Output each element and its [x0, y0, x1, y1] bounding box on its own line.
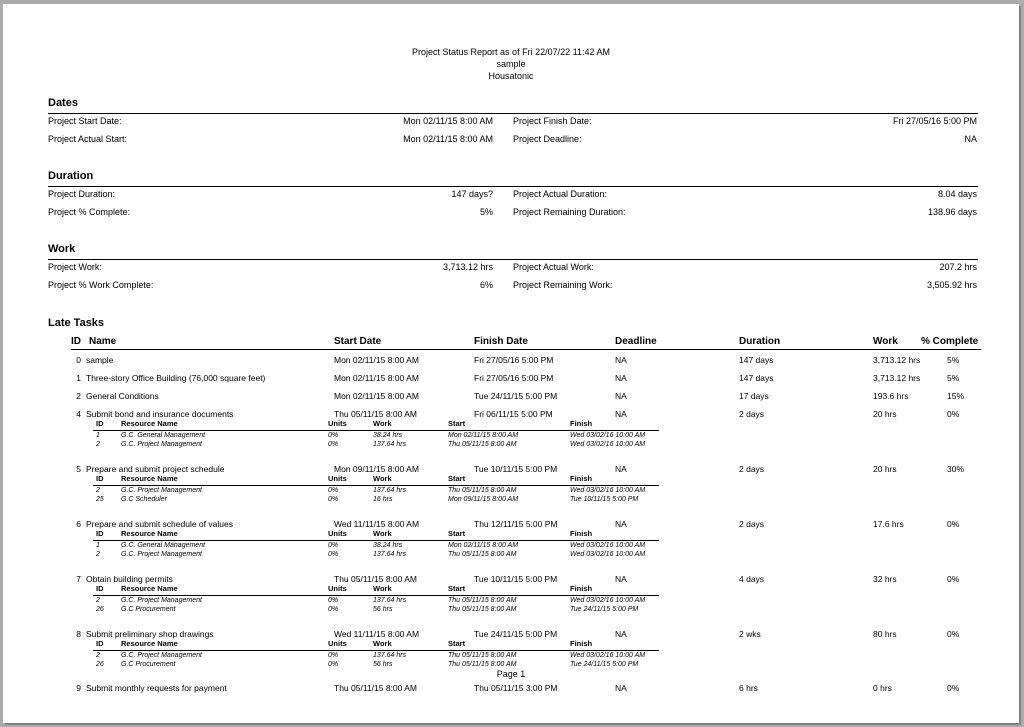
- assignment-col-units: Units: [328, 639, 347, 648]
- task-name: Submit preliminary shop drawings: [86, 629, 214, 639]
- assignment-units: 0%: [328, 441, 339, 448]
- task-name: Prepare and submit project schedule: [86, 464, 225, 474]
- project-work-label: Project Work:: [48, 262, 102, 272]
- task-work: 17.6 hrs: [873, 519, 904, 529]
- col-duration: Duration: [739, 336, 781, 347]
- assignment-col-id: ID: [96, 584, 104, 593]
- project-finish-value: Fri 27/05/16 5:00 PM: [892, 116, 977, 126]
- assignment-start: Thu 05/11/15 8:00 AM: [448, 597, 517, 604]
- assignment-finish: Tue 10/11/15 5:00 PM: [570, 496, 639, 503]
- task-complete: 5%: [947, 355, 960, 365]
- task-duration: 6 hrs: [739, 683, 758, 693]
- col-deadline: Deadline: [615, 336, 657, 347]
- assignment-col-work: Work: [373, 474, 392, 483]
- assignment-resource: G.C Procurement: [121, 661, 176, 668]
- assignment-resource: G.C. Project Management: [121, 652, 202, 659]
- task-id: 4: [76, 409, 81, 419]
- assignment-units: 0%: [328, 661, 339, 668]
- assignment-col-resource: Resource Name: [121, 584, 178, 593]
- task-start: Mon 02/11/15 8:00 AM: [334, 373, 419, 383]
- project-actual-work-value: 207.2 hrs: [939, 262, 977, 272]
- task-duration: 2 days: [739, 464, 765, 474]
- assignment-header-rule: [93, 485, 659, 486]
- col-finish: Finish Date: [474, 336, 528, 347]
- assignment-finish: Wed 03/02/16 10:00 AM: [570, 652, 646, 659]
- company-name: Housatonic: [488, 71, 534, 81]
- work-rule: [48, 259, 978, 260]
- assignment-col-work: Work: [373, 419, 392, 428]
- task-duration: 2 days: [739, 519, 765, 529]
- col-name: Name: [89, 336, 117, 347]
- project-duration-label: Project Duration:: [48, 189, 116, 199]
- assignment-col-resource: Resource Name: [121, 529, 178, 538]
- task-deadline: NA: [615, 574, 627, 584]
- task-finish: Tue 10/11/15 5:00 PM: [474, 464, 558, 474]
- task-finish: Fri 27/05/16 5:00 PM: [474, 373, 554, 383]
- col-start: Start Date: [334, 336, 382, 347]
- assignment-work: 56 hrs: [373, 606, 393, 613]
- assignment-col-work: Work: [373, 529, 392, 538]
- assignment-work: 137.64 hrs: [373, 652, 407, 659]
- assignment-work: 16 hrs: [373, 496, 393, 503]
- assignment-start: Thu 05/11/15 8:00 AM: [448, 551, 517, 558]
- assignment-header-rule: [93, 540, 659, 541]
- assignment-header-rule: [93, 650, 659, 651]
- col-work: Work: [873, 336, 898, 347]
- assignment-col-finish: Finish: [570, 584, 593, 593]
- assignment-id: 25: [96, 496, 104, 503]
- project-complete-label: Project % Complete:: [48, 207, 131, 217]
- task-start: Thu 05/11/15 8:00 AM: [334, 409, 418, 419]
- project-duration-value: 147 days?: [451, 189, 493, 199]
- report-page: [3, 4, 1019, 723]
- assignment-col-resource: Resource Name: [121, 474, 178, 483]
- task-deadline: NA: [615, 409, 627, 419]
- duration-heading: Duration: [48, 170, 94, 182]
- project-actual-work-label: Project Actual Work:: [513, 262, 594, 272]
- task-work: 20 hrs: [873, 464, 897, 474]
- assignment-start: Thu 05/11/15 8:00 AM: [448, 606, 517, 613]
- project-complete-value: 5%: [479, 207, 493, 217]
- project-start-label: Project Start Date:: [48, 116, 122, 126]
- project-remaining-duration-value: 138.96 days: [927, 207, 977, 217]
- task-finish: Thu 05/11/15 3:00 PM: [474, 683, 558, 693]
- table-header-rule: [71, 349, 981, 350]
- assignment-finish: Wed 03/02/16 10:00 AM: [570, 487, 646, 494]
- project-name: sample: [496, 59, 526, 69]
- task-duration: 17 days: [739, 391, 769, 401]
- project-remaining-work-value: 3,505.92 hrs: [926, 280, 977, 290]
- project-deadline-label: Project Deadline:: [513, 134, 582, 144]
- assignment-start: Mon 09/11/15 8:00 AM: [448, 496, 519, 503]
- task-id: 0: [76, 355, 81, 365]
- assignment-header-rule: [93, 430, 659, 431]
- assignment-col-resource: Resource Name: [121, 639, 178, 648]
- assignment-col-start: Start: [448, 529, 466, 538]
- assignment-start: Thu 05/11/15 8:00 AM: [448, 661, 517, 668]
- assignment-work: 137.64 hrs: [373, 597, 407, 604]
- project-actual-duration-value: 8.04 days: [937, 189, 977, 199]
- duration-rule: [48, 186, 978, 187]
- assignment-id: 2: [96, 441, 100, 448]
- assignment-col-start: Start: [448, 474, 466, 483]
- task-work: 20 hrs: [873, 409, 897, 419]
- assignment-resource: G.C Procurement: [121, 606, 176, 613]
- assignment-work: 38.24 hrs: [373, 542, 403, 549]
- assignment-col-finish: Finish: [570, 529, 593, 538]
- project-work-complete-label: Project % Work Complete:: [48, 280, 154, 290]
- task-name: Submit bond and insurance documents: [86, 409, 234, 419]
- task-deadline: NA: [615, 464, 627, 474]
- task-complete: 0%: [947, 519, 960, 529]
- assignment-id: 1: [96, 542, 100, 549]
- project-deadline-value: NA: [964, 134, 977, 144]
- assignment-finish: Wed 03/02/16 10:00 AM: [570, 542, 646, 549]
- project-work-value: 3,713.12 hrs: [442, 262, 493, 272]
- assignment-finish: Wed 03/02/16 10:00 AM: [570, 432, 646, 439]
- report-title: Project Status Report as of Fri 22/07/22 11:42 AM: [412, 47, 610, 57]
- task-name: Submit monthly requests for payment: [86, 683, 227, 693]
- assignment-start: Mon 02/11/15 8:00 AM: [448, 542, 519, 549]
- assignment-resource: G.C. Project Management: [121, 597, 202, 604]
- assignment-resource: G.C. Project Management: [121, 551, 202, 558]
- assignment-units: 0%: [328, 542, 339, 549]
- assignment-units: 0%: [328, 432, 339, 439]
- task-duration: 2 days: [739, 409, 765, 419]
- task-deadline: NA: [615, 629, 627, 639]
- assignment-work: 137.64 hrs: [373, 551, 407, 558]
- task-name: sample: [86, 355, 114, 365]
- assignment-id: 26: [96, 661, 104, 668]
- assignment-id: 2: [96, 652, 100, 659]
- assignment-col-units: Units: [328, 474, 347, 483]
- task-finish: Thu 12/11/15 5:00 PM: [474, 519, 558, 529]
- task-id: 1: [76, 373, 81, 383]
- assignment-col-id: ID: [96, 474, 104, 483]
- assignment-work: 38.24 hrs: [373, 432, 403, 439]
- task-duration: 2 wks: [739, 629, 761, 639]
- task-start: Wed 11/11/15 8:00 AM: [334, 629, 420, 639]
- task-finish: Fri 06/11/15 5:00 PM: [474, 409, 553, 419]
- assignment-units: 0%: [328, 551, 339, 558]
- assignment-col-finish: Finish: [570, 474, 593, 483]
- task-start: Mon 09/11/15 8:00 AM: [334, 464, 419, 474]
- col-complete: % Complete: [921, 336, 979, 347]
- task-start: Mon 02/11/15 8:00 AM: [334, 355, 419, 365]
- assignment-id: 2: [96, 551, 100, 558]
- assignment-finish: Wed 03/02/16 10:00 AM: [570, 441, 646, 448]
- late-tasks-heading: Late Tasks: [48, 317, 105, 329]
- assignment-col-work: Work: [373, 639, 392, 648]
- task-finish: Fri 27/05/16 5:00 PM: [474, 355, 554, 365]
- assignment-work: 137.64 hrs: [373, 487, 407, 494]
- task-name: General Conditions: [86, 391, 159, 401]
- assignment-col-id: ID: [96, 419, 104, 428]
- assignment-col-id: ID: [96, 529, 104, 538]
- assignment-resource: G.C. Project Management: [121, 487, 202, 494]
- dates-heading: Dates: [48, 97, 78, 109]
- task-complete: 5%: [947, 373, 960, 383]
- task-start: Thu 05/11/15 8:00 AM: [334, 683, 418, 693]
- task-work: 3,713.12 hrs: [873, 355, 921, 365]
- assignment-id: 2: [96, 487, 100, 494]
- task-work: 0 hrs: [873, 683, 892, 693]
- project-work-complete-value: 6%: [479, 280, 493, 290]
- assignment-units: 0%: [328, 652, 339, 659]
- assignment-col-units: Units: [328, 529, 347, 538]
- project-actual-duration-label: Project Actual Duration:: [513, 189, 608, 199]
- assignment-start: Thu 05/11/15 8:00 AM: [448, 487, 517, 494]
- assignment-col-finish: Finish: [570, 419, 593, 428]
- task-complete: 0%: [947, 574, 960, 584]
- assignment-col-units: Units: [328, 584, 347, 593]
- task-complete: 30%: [947, 464, 965, 474]
- task-start: Thu 05/11/15 8:00 AM: [334, 574, 418, 584]
- assignment-col-work: Work: [373, 584, 392, 593]
- assignment-units: 0%: [328, 487, 339, 494]
- assignment-units: 0%: [328, 597, 339, 604]
- task-id: 9: [76, 683, 81, 693]
- assignment-finish: Tue 24/11/15 5:00 PM: [570, 606, 639, 613]
- work-heading: Work: [48, 243, 76, 255]
- task-work: 80 hrs: [873, 629, 897, 639]
- assignment-resource: G.C Scheduler: [121, 496, 167, 503]
- assignment-resource: G.C. General Management: [121, 542, 206, 549]
- assignment-header-rule: [93, 595, 659, 596]
- assignment-col-start: Start: [448, 419, 466, 428]
- task-deadline: NA: [615, 683, 627, 693]
- project-remaining-duration-label: Project Remaining Duration:: [513, 207, 626, 217]
- assignment-col-id: ID: [96, 639, 104, 648]
- project-actual-start-value: Mon 02/11/15 8:00 AM: [403, 134, 493, 144]
- task-deadline: NA: [615, 391, 627, 401]
- assignment-resource: G.C. Project Management: [121, 441, 202, 448]
- task-id: 5: [76, 464, 81, 474]
- assignment-finish: Wed 03/02/16 10:00 AM: [570, 597, 646, 604]
- col-id: ID: [71, 336, 81, 347]
- assignment-work: 137.64 hrs: [373, 441, 407, 448]
- assignment-finish: Wed 03/02/16 10:00 AM: [570, 551, 646, 558]
- task-complete: 0%: [947, 683, 960, 693]
- task-deadline: NA: [615, 373, 627, 383]
- assignment-col-resource: Resource Name: [121, 419, 178, 428]
- task-work: 3,713.12 hrs: [873, 373, 921, 383]
- task-work: 193.6 hrs: [873, 391, 909, 401]
- assignment-units: 0%: [328, 606, 339, 613]
- task-complete: 0%: [947, 629, 960, 639]
- assignment-start: Thu 05/11/15 8:00 AM: [448, 652, 517, 659]
- task-id: 7: [76, 574, 81, 584]
- assignment-finish: Tue 24/11/15 5:00 PM: [570, 661, 639, 668]
- task-work: 32 hrs: [873, 574, 897, 584]
- task-deadline: NA: [615, 519, 627, 529]
- assignment-id: 1: [96, 432, 100, 439]
- assignment-id: 26: [96, 606, 104, 613]
- assignment-col-units: Units: [328, 419, 347, 428]
- task-name: Three-story Office Building (76,000 square feet): [86, 373, 266, 383]
- task-id: 8: [76, 629, 81, 639]
- project-start-value: Mon 02/11/15 8:00 AM: [403, 116, 493, 126]
- task-duration: 147 days: [739, 373, 774, 383]
- task-finish: Tue 10/11/15 5:00 PM: [474, 574, 558, 584]
- assignment-col-start: Start: [448, 639, 466, 648]
- task-id: 2: [76, 391, 81, 401]
- project-finish-label: Project Finish Date:: [513, 116, 592, 126]
- assignment-units: 0%: [328, 496, 339, 503]
- task-complete: 0%: [947, 409, 960, 419]
- assignment-start: Thu 05/11/15 8:00 AM: [448, 441, 517, 448]
- task-complete: 15%: [947, 391, 965, 401]
- dates-rule: [48, 113, 978, 114]
- page-number: Page 1: [496, 669, 526, 679]
- assignment-id: 2: [96, 597, 100, 604]
- task-name: Obtain building permits: [86, 574, 173, 584]
- task-duration: 4 days: [739, 574, 765, 584]
- project-remaining-work-label: Project Remaining Work:: [513, 280, 613, 290]
- project-actual-start-label: Project Actual Start:: [48, 134, 128, 144]
- task-start: Mon 02/11/15 8:00 AM: [334, 391, 419, 401]
- assignment-col-start: Start: [448, 584, 466, 593]
- assignment-resource: G.C. General Management: [121, 432, 206, 439]
- task-finish: Tue 24/11/15 5:00 PM: [474, 391, 558, 401]
- task-duration: 147 days: [739, 355, 774, 365]
- assignment-start: Mon 02/11/15 8:00 AM: [448, 432, 519, 439]
- task-finish: Tue 24/11/15 5:00 PM: [474, 629, 558, 639]
- task-id: 6: [76, 519, 81, 529]
- assignment-col-finish: Finish: [570, 639, 593, 648]
- task-name: Prepare and submit schedule of values: [86, 519, 233, 529]
- task-start: Wed 11/11/15 8:00 AM: [334, 519, 420, 529]
- task-deadline: NA: [615, 355, 627, 365]
- assignment-work: 56 hrs: [373, 661, 393, 668]
